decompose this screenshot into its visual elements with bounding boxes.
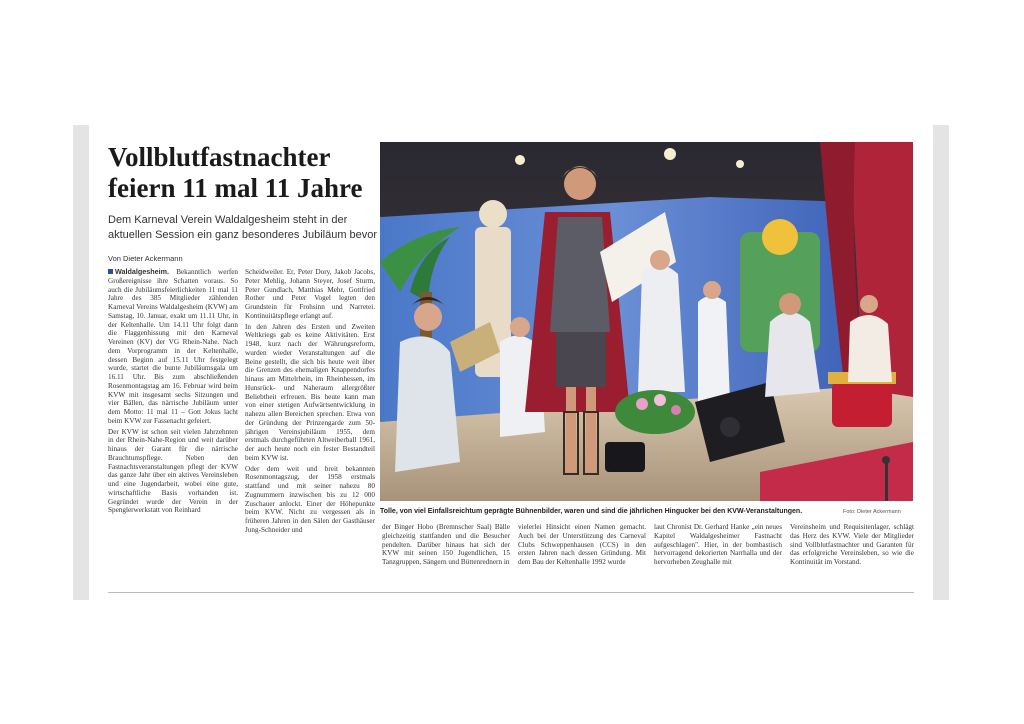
paragraph-1 [108,268,238,426]
paragraph-1-text: Bekanntlich werfen Großereignisse ihre Schatten voraus. So auch die Jubiläumsfeierlichkeiten 11 mal 11 Jahre des 385 Mitglieder zählenden Karneval Vereins Waldalgesheim (KVW) am Samstag, 10. Januar, exakt um 11.11 Uhr, in der Keltenhalle. Um 14.11 Uhr folgt dann die Flaggenhissung mit den Karneval Vereinen (KV) der VG Rhein-Nahe. Nach dem Vorprogramm in der Keltenhalle, dessen Beginn auf 15.11 Uhr festgelegt wurde, startet die bunte Jubiläumsgala um 16.11 Uhr. Bis zum abschließenden Rosenmontagstag am 16. Februar wird beim KVW mit insgesamt sechs Sitzungen und vier Bällen, das närrische Jubiläum unter dem Motto: 11 mal 11 – Gott Jokus lacht beim KVW zur Fassenacht gefeiert. [108,268,238,425]
newspaper-clipping [108,140,914,593]
left-margin-bar [73,125,89,600]
right-margin-bar [933,125,949,600]
paragraph-4: In den Jahren des Ersten und Zweiten Weltkriegs gab es keine Aktivitäten. Erst 1948, kurz nach der Währungsreform, wurden wieder Veranstaltungen auf die Beine gestellt, die sich bis heute weit über die Grenzen des ehemaligen Knappendorfes hinaus am Mittelrhein, im Rheinhessen, im Hunsrück- und Naheraum allergrößter Beliebtheit erfreuen. Bis heute kann man von einer stetigen Aufwärtsentwicklung in nahezu allen Bereichen sprechen. Etwa von der Gründung der Prinzengarde zum 50-jährigen Vereinsjubiläum 1955, dem erstmals durchgeführten Altweiberball 1961, der auch heute noch ein fester Bestandteil beim KVW ist. [245,322,375,462]
photo-credit: Foto: Dieter Ackermann [843,509,901,515]
dateline: Waldalgesheim. [115,268,170,276]
bullet-square-icon [108,269,113,274]
paragraph-8: laut Chronist Dr. Gerhard Hanke „ein neues Kapitel Waldalgesheimer Fastnacht aufgeschlagen". Hier, in der bombastisch hervorragend dekorierten Narrhalla und der hervorheben Zeughalle mit [654,523,782,566]
paragraph-7: vielerlei Hinsicht einen Namen gemacht. Auch bei der Unterstützung des Carneval Clubs Schweppenhausen (CCS) in den ersten Jahren nach dessen Gründung. Mit dem Bau der Keltenhalle 1992 wurde [518,523,646,566]
text-column-1 [108,268,238,590]
paragraph-5: Oder dem weit und breit bekannten Rosenmontagszug, der 1958 erstmals stattfand und mit seiner nahezu 80 Zugnummern inzwischen bis zu 12 000 Zuschauer anlockt. Einer der Höhepunkte beim KVW. Nicht zu vergessen als in früheren Jahren in den Sälen der Gasthäuser Jung-Schneider und [245,464,375,534]
headline-line-2: feiern 11 mal 11 Jahre [108,173,363,203]
headline-line-1: Vollblutfastnachter [108,142,331,172]
stage-photo-graphic [380,142,913,501]
text-column-3 [382,523,510,591]
headline [108,142,378,204]
text-column-6 [790,523,914,591]
text-column-2 [245,268,375,590]
paragraph-6: der Binger Hobo (Bremnscher Saal) Bälle gleichzeitig stattfanden und die Besucher pendelten. Darüber hinaus hat sich der KVW mit seinen 150 Jugendlichen, 15 Tanzgruppen, Sängern und Büttenrednern in [382,523,510,566]
photo-caption: Tolle, von viel Einfallsreichtum geprägte Bühnenbilder, waren und sind die jährlichen Hingucker bei den KVW-Veranstaltungen. [380,508,803,515]
bottom-rule [108,592,914,593]
paragraph-2: Der KVW ist schon seit vielen Jahrzehnten in der Rhein-Nahe-Region und weit darüber hinaus der Garant für die närrische Brauchtumspflege. Neben den Fastnachtsveranstaltungen pflegt der KVW das ganze Jahr über ein aktives Vereinsleben und eine Jugendarbeit, wobei eine gute, wirtschaftliche Basis vorhanden ist. Gegründet wurde der Verein in der Spenglerwerkstatt von Reinhard [108,427,238,515]
paragraph-9: Vereinsheim und Requisitenlager, schlägt das Herz des KVW. Viele der Mitglieder sind Vollblutfastnachter und Garanten für das erfolgreiche Vereinsleben, so wie die Kontinuität im Vorstand. [790,523,914,566]
text-column-5 [654,523,782,591]
stage-photo [380,142,913,501]
text-column-4 [518,523,646,591]
paragraph-3: Scheidweiler. Er, Peter Dory, Jakob Jacobs, Peter Mehlig, Johann Steyer, Josef Sturm, Peter Gundlach, Matthias Mehr, Gottfried Rother und Peter Vogel legten den Grundstein für Frohsinn und Narretei. Kontinuitätspflege erlangt auf. [245,268,375,320]
subheadline: Dem Karneval Verein Waldalgesheim steht in der aktuellen Session ein ganz besonderes Jubiläum bevor [108,214,378,241]
byline: Von Dieter Ackermann [108,254,183,263]
